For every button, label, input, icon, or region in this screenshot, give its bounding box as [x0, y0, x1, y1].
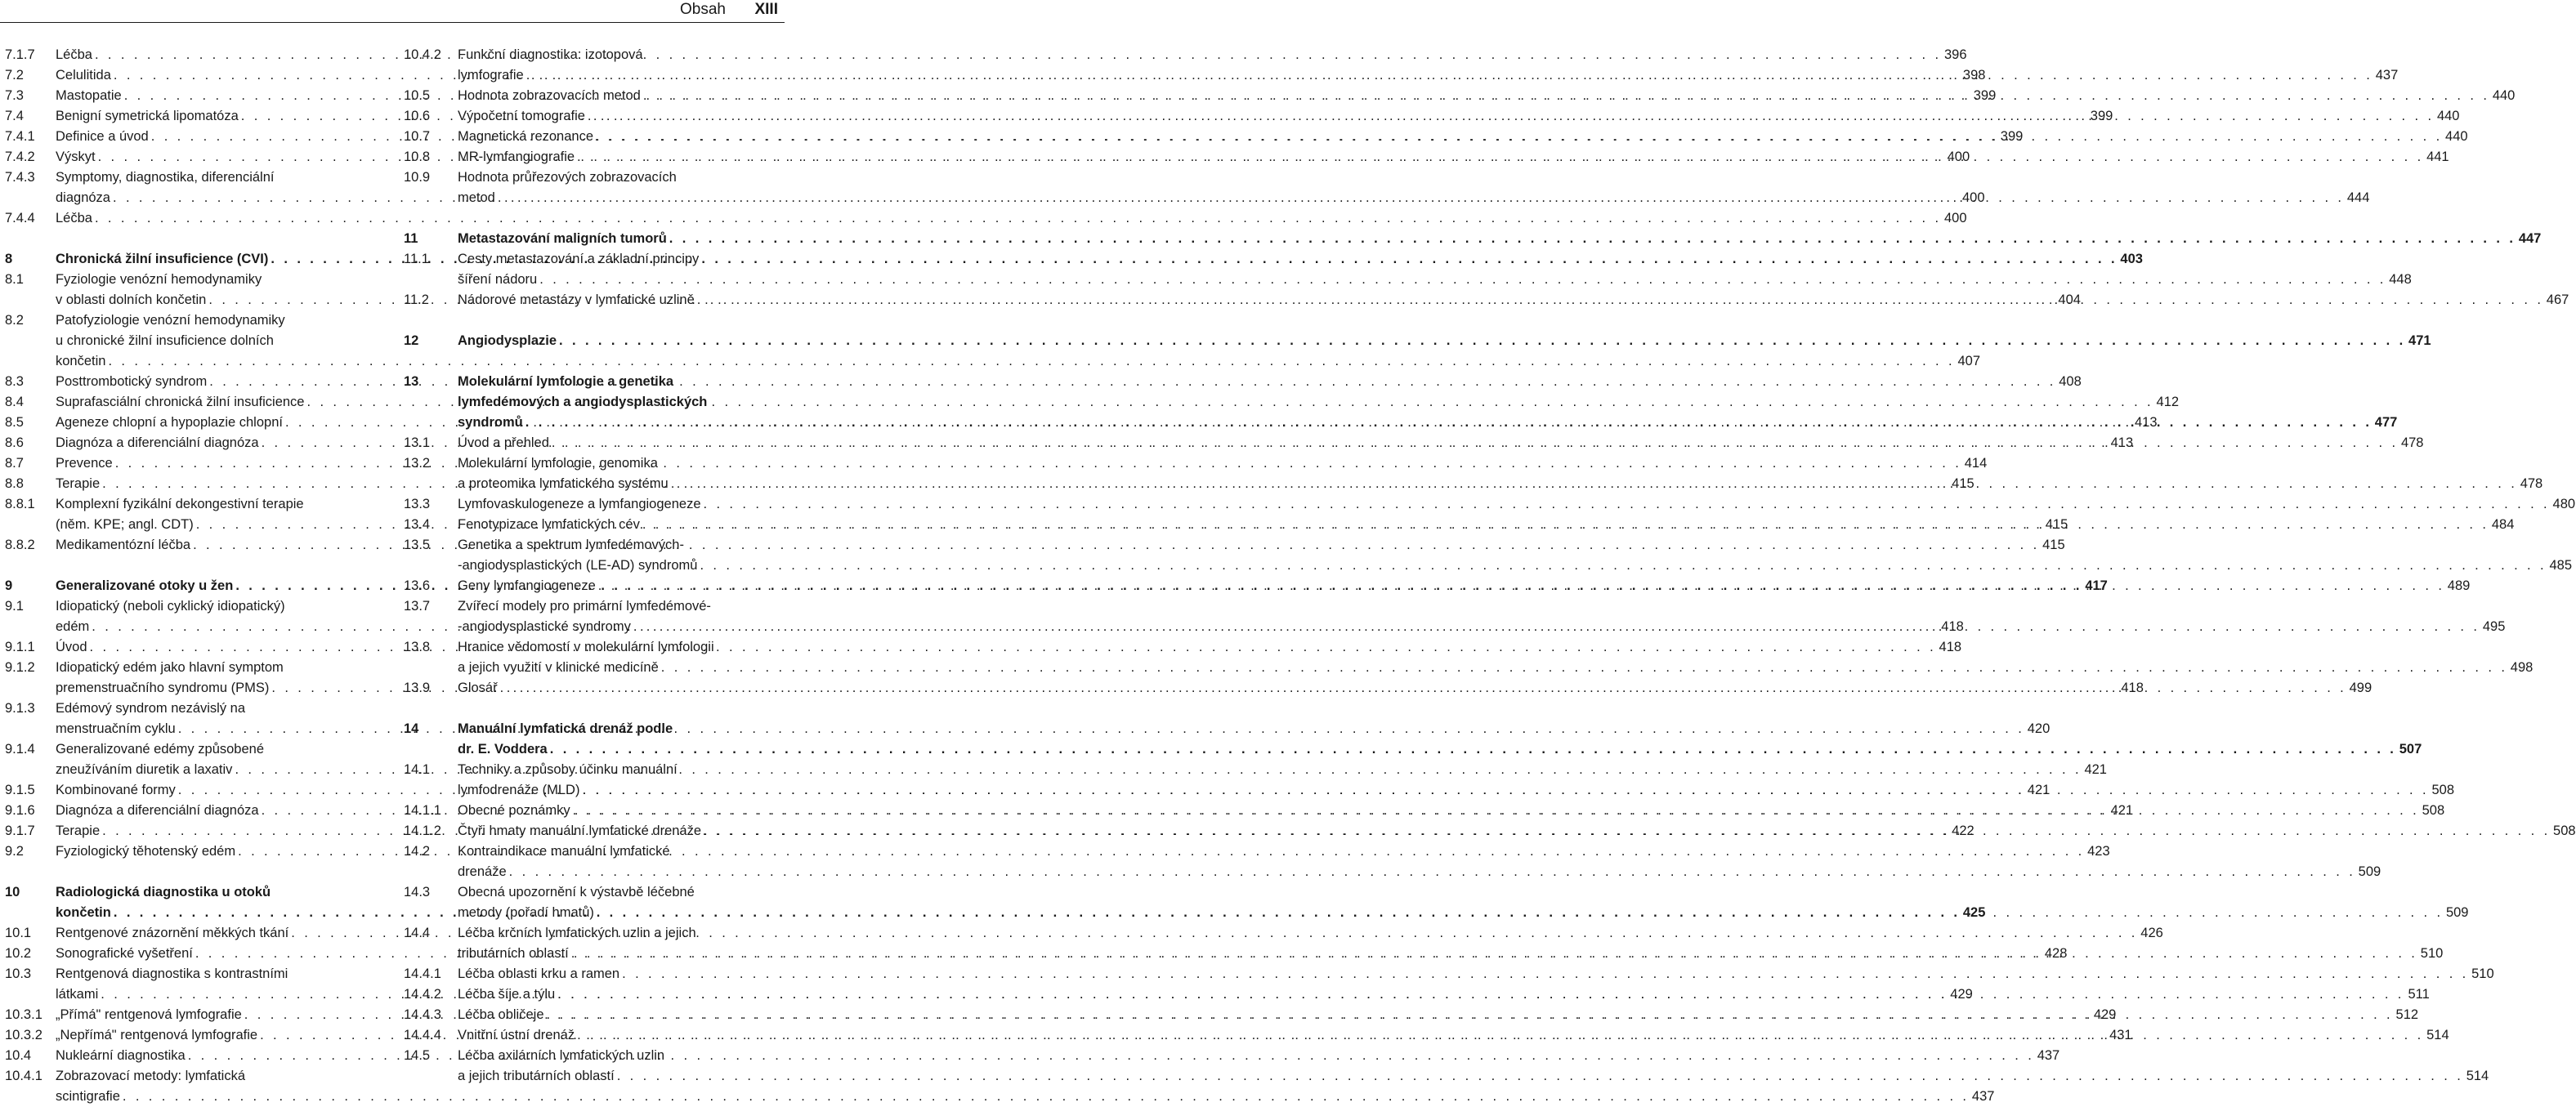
- toc-entry-page-number: 478: [2400, 435, 2424, 450]
- toc-entry-title-line: -angiodysplastických (LE-AD) syndromů: [458, 558, 698, 573]
- toc-entry-number: 9.1.4: [5, 742, 35, 757]
- toc-entry-page-number: 418: [1941, 619, 1964, 634]
- toc-entry-number: 14.1.2: [404, 824, 441, 838]
- toc-entry-title-line: Patofyziologie venózní hemodynamiky: [56, 313, 285, 328]
- toc-entry-page-number: 444: [2346, 190, 2370, 205]
- toc-entry-title-line: Nukleární diagnostika: [56, 1048, 186, 1063]
- toc-entry-number: 11.2: [404, 292, 429, 307]
- toc-entry-leader-line: [458, 556, 2572, 576]
- toc-entry-title-line: Angiodysplazie: [458, 333, 557, 348]
- toc-entry-title-line: Léčba: [56, 211, 92, 225]
- toc-entry-body: [458, 964, 2494, 984]
- toc-entry-title-line: Molekulární lymfologie a genetika: [458, 374, 674, 389]
- toc-entry-page-number: 508: [2431, 783, 2455, 797]
- toc-entry-number: 10.3: [5, 966, 32, 981]
- toc-entry-number: 9: [5, 578, 13, 593]
- toc-entry-page-number: 477: [2374, 415, 2398, 430]
- dot-leader: [108, 351, 1955, 372]
- toc-entry-title-line: Radiologická diagnostika u otoků: [56, 885, 271, 899]
- dot-leader: [588, 106, 2435, 127]
- toc-entry-title-line: (něm. KPE; angl. CDT): [56, 517, 194, 532]
- toc-entry-title-line: Diagnóza a diferenciální diagnóza: [56, 435, 259, 450]
- toc-entry-title-line: končetin: [56, 905, 111, 920]
- dot-leader: [571, 944, 2418, 964]
- toc-entry-body: [458, 494, 2576, 515]
- toc-entry-title-line: Fyziologie venózní hemodynamiky: [56, 272, 262, 287]
- toc-entry-page-number: 467: [2546, 292, 2569, 307]
- toc-entry-number: 13.3: [404, 497, 431, 511]
- toc-entry-page-number: 484: [2491, 517, 2515, 532]
- dot-leader: [90, 637, 1937, 658]
- toc-entry-title-line: a jejich využití v klinické medicíně: [458, 660, 659, 675]
- toc-entry-title-line: Idiopatický edém jako hlavní symptom: [56, 660, 284, 675]
- toc-entry-number: 13.6: [404, 578, 431, 593]
- dot-leader: [539, 270, 2386, 290]
- toc-entry-page-number: 425: [1962, 905, 1986, 920]
- toc-entry-number: 10.1: [5, 926, 32, 940]
- toc-entry-title-line: Rentgenové znázornění měkkých tkání: [56, 926, 289, 940]
- toc-entry-title-line: dr. E. Voddera: [458, 742, 548, 757]
- toc-entry-page-number: 440: [2445, 129, 2468, 144]
- toc-entry-body: [56, 208, 1967, 229]
- toc-entry-title-line: Sonografické vyšetření: [56, 946, 193, 961]
- toc-entry-title-line: Fenotypizace lymfatických cév: [458, 517, 640, 532]
- toc-entry-page-number: 495: [2482, 619, 2506, 634]
- toc-entry-number: 14.4.3: [404, 1007, 441, 1022]
- toc-entry-number: 8.2: [5, 313, 24, 328]
- toc-entry-page-number: 440: [2436, 109, 2460, 123]
- toc-entry-title-line: menstruačním cyklu: [56, 721, 176, 736]
- toc-entry-number: 9.1: [5, 599, 24, 614]
- toc-entry-number: 10.6: [404, 109, 431, 123]
- toc-entry-title-line: látkami: [56, 987, 99, 1002]
- toc-entry-title-line: syndromů: [458, 415, 523, 430]
- toc-entry-title-line: Chronická žilní insuficience (CVI): [56, 252, 269, 266]
- dot-leader: [559, 331, 2406, 351]
- toc-entry-number: 13.8: [404, 640, 431, 654]
- dot-leader: [617, 1066, 2464, 1087]
- toc-entry-number: 8.4: [5, 395, 24, 409]
- toc-entry-number: 13: [404, 374, 419, 389]
- toc-entry-page-number: 422: [1952, 824, 1974, 838]
- dot-leader: [704, 821, 2551, 841]
- toc-entry-title-line: Výpočetní tomografie: [458, 109, 585, 123]
- toc-entry-number: 10.5: [404, 88, 431, 103]
- toc-entry-title-line: Idiopatický (neboli cyklický idiopatický): [56, 599, 285, 614]
- toc-entry-leader-line: [56, 351, 1981, 372]
- toc-entry-title-line: lymfodrenáže (MLD): [458, 783, 580, 797]
- toc-entry-page-number: 399: [1973, 88, 1997, 103]
- toc-entry-page-number: 507: [2399, 742, 2422, 757]
- toc-entry-title-line: Generalizované edémy způsobené: [56, 742, 265, 757]
- toc-entry-page-number: 428: [2044, 946, 2068, 961]
- toc-entry-title-line: Generalizované otoky u žen: [56, 578, 234, 593]
- dot-leader: [498, 188, 2345, 208]
- dot-leader: [557, 984, 2404, 1005]
- toc-entry-title-line: tributárních oblastí: [458, 946, 569, 961]
- toc-entry-page-number: 508: [2553, 824, 2576, 838]
- toc-entry-number: 9.1.5: [5, 783, 35, 797]
- toc-entry-number: 13.2: [404, 456, 431, 471]
- dot-leader: [596, 127, 2443, 147]
- toc-entry-title-line: „Nepřímá" rentgenová lymfografie: [56, 1028, 258, 1042]
- toc-entry-number: 7.1.7: [5, 47, 35, 62]
- toc-entry-title-line: Terapie: [56, 824, 101, 838]
- toc-entry-page-number: 400: [1943, 211, 1967, 225]
- dot-leader: [577, 1025, 2424, 1046]
- toc-entry-number: 9.1.7: [5, 824, 35, 838]
- toc-entry-number: 7.4.4: [5, 211, 35, 225]
- toc-entry-title-line: Léčba krčních lymfatických uzlin a jejich: [458, 926, 696, 940]
- dot-leader: [577, 147, 2424, 167]
- dot-leader: [704, 494, 2551, 515]
- toc-entry-page-number: 399: [2000, 129, 2024, 144]
- toc-entry-title-line: Techniky a způsoby účinku manuální: [458, 762, 678, 777]
- dot-leader: [509, 862, 2356, 882]
- toc-entry-leader-line: [458, 494, 2576, 515]
- toc-entry-number: 13.4: [404, 517, 431, 532]
- dot-leader: [95, 208, 1942, 229]
- dot-leader: [700, 556, 2547, 576]
- toc-entry-number: 11: [404, 231, 418, 246]
- toc-entry-title-line: lymfografie: [458, 68, 524, 83]
- toc-entry-page-number: 511: [2408, 987, 2430, 1002]
- toc-entry-title-line: Prevence: [56, 456, 113, 471]
- toc-entry-number: 7.4.1: [5, 129, 35, 144]
- toc-entry-title-line: metod: [458, 190, 495, 205]
- dot-leader: [123, 1087, 1970, 1107]
- toc-entry-title-line: „Přímá" rentgenová lymfografie: [56, 1007, 242, 1022]
- dot-leader: [642, 515, 2489, 535]
- toc-entry-number: 9.2: [5, 844, 24, 859]
- dot-leader: [671, 474, 2518, 494]
- toc-entry-page-number: 437: [2375, 68, 2399, 83]
- toc-entry-page-number: 429: [2093, 1007, 2117, 1022]
- toc-entry-number: 10.3.1: [5, 1007, 42, 1022]
- toc-entry-title-line: Úvod: [56, 640, 87, 654]
- toc-entry-page-number: 396: [1943, 47, 1967, 62]
- toc-entry-title-line: Zobrazovací metody: lymfatická: [56, 1069, 245, 1083]
- toc-entry-leader-line: [458, 229, 2542, 249]
- toc-entry-page-number: 413: [2110, 435, 2134, 450]
- toc-entry-number: 14.4: [404, 926, 431, 940]
- toc-entry: [404, 494, 2576, 515]
- toc-entry-page-number: 413: [2134, 415, 2158, 430]
- toc-entry-number: 12: [404, 333, 419, 348]
- toc-entry-title-line: drenáže: [458, 864, 507, 879]
- toc-entry-title-line: Obecná upozornění k výstavbě léčebné: [458, 885, 695, 899]
- toc-entry: [404, 331, 2431, 351]
- toc-entry-leader-line: [458, 1066, 2489, 1087]
- toc-entry-leader-line: [458, 862, 2381, 882]
- toc-entry-title-line: premenstruačního syndromu (PMS): [56, 681, 270, 695]
- toc-entry-page-number: 417: [2085, 578, 2108, 593]
- toc-entry-title-line: Hranice vědomostí v molekulární lymfologii: [458, 640, 714, 654]
- toc-entry-page-number: 421: [2084, 762, 2107, 777]
- toc-entry-page-number: 412: [2156, 395, 2180, 409]
- toc-entry-number: 10.9: [404, 170, 431, 185]
- toc-entry-page-number: 426: [2140, 926, 2163, 940]
- toc-entry-title-line: Lymfovaskulogeneze a lymfangiogeneze: [458, 497, 701, 511]
- toc-entry-number: 9.1.3: [5, 701, 35, 716]
- toc-entry-number: 11.1: [404, 252, 429, 266]
- toc-entry-number: 13.9: [404, 681, 431, 695]
- toc-entry-page-number: 448: [2389, 272, 2412, 287]
- toc-entry-title-line: Léčba šíje a týlu: [458, 987, 556, 1002]
- dot-leader: [573, 801, 2420, 821]
- toc-entry-title-line: Terapie: [56, 476, 101, 491]
- toc-entry-page-number: 418: [1939, 640, 1962, 654]
- toc-entry-title-line: diagnóza: [56, 190, 110, 205]
- toc-entry-title-line: Zvířecí modely pro primární lymfedémové-: [458, 599, 711, 614]
- toc-entry-title-line: MR-lymfangiografie: [458, 150, 575, 164]
- toc-entry-page-number: 447: [2518, 231, 2542, 246]
- toc-entry-page-number: 423: [2087, 844, 2110, 859]
- toc-entry-title-line: Léčba oblasti krku a ramen: [458, 966, 620, 981]
- toc-entry-title-line: Léčba obličeje: [458, 1007, 544, 1022]
- toc-entry-title-line: Celulitida: [56, 68, 111, 83]
- toc-entry-number: 8.8: [5, 476, 24, 491]
- toc-entry-page-number: 404: [2058, 292, 2081, 307]
- toc-entry-title-line: Mastopatie: [56, 88, 122, 103]
- toc-entry-title-line: v oblasti dolních končetin: [56, 292, 207, 307]
- toc-entry-number: 14: [404, 721, 419, 736]
- toc-entry-page-number: 400: [1947, 150, 1970, 164]
- toc-entry-number: 10.3.2: [5, 1028, 42, 1042]
- toc-entry-number: 8.6: [5, 435, 24, 450]
- toc-entry-title-line: -angiodysplastické syndromy: [458, 619, 631, 634]
- toc-entry-number: 8.3: [5, 374, 24, 389]
- toc-entry-number: 14.4.4: [404, 1028, 441, 1042]
- dot-leader: [550, 739, 2397, 760]
- toc-entry-number: 9.1.1: [5, 640, 35, 654]
- toc-entry: [404, 229, 2542, 249]
- toc-entry-page-number: 514: [2426, 1028, 2449, 1042]
- toc-entry-leader-line: [458, 739, 2422, 760]
- toc-entry-title-line: Medikamentózní léčba: [56, 538, 191, 552]
- toc-entry-page-number: 408: [2059, 374, 2082, 389]
- toc-entry-number: 9.1.2: [5, 660, 35, 675]
- toc-entry-body: [458, 331, 2431, 351]
- toc-entry-number: 7.4.3: [5, 170, 35, 185]
- toc-entry-page-number: 399: [2090, 109, 2113, 123]
- toc-entry-number: 14.4.1: [404, 966, 441, 981]
- toc-entry-title-line: Kombinované formy: [56, 783, 176, 797]
- toc-entry-title-line: Ageneze chlopní a hypoplazie chlopní: [56, 415, 283, 430]
- dot-leader: [633, 617, 2480, 637]
- dot-leader: [552, 433, 2399, 453]
- dot-leader: [643, 86, 2490, 106]
- dot-leader: [697, 290, 2544, 310]
- toc-entry-page-number: 498: [2510, 660, 2534, 675]
- toc-entry-title-line: Diagnóza a diferenciální diagnóza: [56, 803, 259, 818]
- header-title: Obsah: [680, 1, 726, 18]
- dot-leader: [598, 576, 2445, 596]
- dot-leader: [669, 229, 2516, 249]
- toc-entry-title-line: Molekulární lymfologie, genomika: [458, 456, 658, 471]
- toc-entry-page-number: 478: [2520, 476, 2543, 491]
- toc-entry-title-line: metody (pořadí hmatů): [458, 905, 594, 920]
- toc-entry-title-line: a jejich tributárních oblastí: [458, 1069, 615, 1083]
- toc-entry-number: 10.8: [404, 150, 431, 164]
- toc-entry-page-number: 431: [2109, 1028, 2132, 1042]
- toc-entry-number: 7.3: [5, 88, 24, 103]
- header-rule: [0, 22, 785, 23]
- toc-entry-number: 14.5: [404, 1048, 431, 1063]
- dot-leader: [597, 903, 2444, 923]
- toc-entry-title-line: Rentgenová diagnostika s kontrastními: [56, 966, 288, 981]
- toc-entry-page-number: 510: [2420, 946, 2444, 961]
- toc-entry-title-line: Benigní symetrická lipomatóza: [56, 109, 239, 123]
- dot-leader: [115, 453, 1962, 474]
- toc-entry-page-number: 415: [2045, 517, 2068, 532]
- page-header: [0, 0, 785, 23]
- toc-entry-title-line: scintigrafie: [56, 1089, 120, 1104]
- toc-entry-page-number: 421: [2027, 783, 2051, 797]
- toc-entry-title-line: Komplexní fyzikální dekongestivní terapie: [56, 497, 304, 511]
- toc-entry-title-line: Čtyři hmaty manuální lymfatické drenáže: [458, 824, 702, 838]
- toc-entry-title-line: a proteomika lymfatického systému: [458, 476, 669, 491]
- toc-entry: [5, 208, 1967, 229]
- toc-entry-title-line: Výskyt: [56, 150, 96, 164]
- toc-entry-number: 10.4.2: [404, 47, 441, 62]
- toc-entry-page-number: 437: [2037, 1048, 2060, 1063]
- toc-entry-number: 14.1.1: [404, 803, 441, 818]
- toc-entry-title-line: Magnetická rezonance: [458, 129, 594, 144]
- toc-entry-number: 10.2: [5, 946, 32, 961]
- toc-entry-title-line: Symptomy, diagnostika, diferenciální: [56, 170, 275, 185]
- dot-leader: [622, 964, 2469, 984]
- toc-entry-page-number: 489: [2447, 578, 2471, 593]
- toc-entry-page-number: 418: [2121, 681, 2144, 695]
- toc-entry-number: 13.1: [404, 435, 431, 450]
- toc-entry-page-number: 510: [2471, 966, 2494, 981]
- toc-entry-number: 13.7: [404, 599, 431, 614]
- toc-entry-page-number: 509: [2445, 905, 2469, 920]
- toc-entry-page-number: 441: [2426, 150, 2449, 164]
- toc-entry-title-line: Edémový syndrom nezávislý na: [56, 701, 246, 716]
- toc-entry-page-number: 499: [2349, 681, 2373, 695]
- toc-entry-page-number: 420: [2027, 721, 2051, 736]
- toc-entry-page-number: 508: [2422, 803, 2445, 818]
- toc-entry-leader-line: [56, 1087, 1995, 1107]
- toc-entry-number: 10: [5, 885, 20, 899]
- toc-entry-page-number: 480: [2552, 497, 2576, 511]
- toc-entry-title-line: zneužíváním diuretik a laxativ: [56, 762, 233, 777]
- dot-leader: [582, 780, 2429, 801]
- toc-entry-number: 14.1: [404, 762, 431, 777]
- toc-entry-title-line: šíření nádoru: [458, 272, 538, 287]
- toc-entry-title-line: Nádorové metastázy v lymfatické uzlině: [458, 292, 695, 307]
- toc-entry-body: [458, 229, 2542, 249]
- toc-entry-title-line: lymfedémových a angiodysplastických: [458, 395, 708, 409]
- toc-entry-number: 14.3: [404, 885, 431, 899]
- toc-entry-number: 8.7: [5, 456, 24, 471]
- toc-entry-number: 8.8.2: [5, 538, 35, 552]
- toc-entry-page-number: 471: [2408, 333, 2431, 348]
- toc-entry-title-line: Posttrombotický syndrom: [56, 374, 208, 389]
- toc-entry-leader-line: [458, 270, 2412, 290]
- toc-entry-number: 8.5: [5, 415, 24, 430]
- toc-entry-number: 8.8.1: [5, 497, 35, 511]
- toc-entry-page-number: 415: [2042, 538, 2065, 552]
- toc-entry-leader-line: [56, 208, 1967, 229]
- toc-entry-page-number: 485: [2549, 558, 2572, 573]
- toc-entry-title-line: Hodnota zobrazovacích metod: [458, 88, 641, 103]
- toc-entry-title-line: Obecné poznámky: [458, 803, 570, 818]
- toc-entry-page-number: 429: [1950, 987, 1973, 1002]
- toc-entry-number: 14.2: [404, 844, 431, 859]
- toc-entry-title-line: Genetika a spektrum lymfedémových-: [458, 538, 684, 552]
- dot-leader: [547, 1005, 2394, 1025]
- toc-entry-number: 9.1.6: [5, 803, 35, 818]
- dot-leader: [500, 678, 2347, 699]
- toc-entry-page-number: 421: [2110, 803, 2134, 818]
- header-page-number: XIII: [754, 1, 778, 18]
- toc-entry-page-number: 437: [1971, 1089, 1995, 1104]
- toc-entry-page-number: 509: [2358, 864, 2381, 879]
- toc-entry-number: 10.4: [5, 1048, 32, 1063]
- toc-entry-title-line: Úvod a přehled: [458, 435, 549, 450]
- toc-entry-title-line: edém: [56, 619, 90, 634]
- toc-entry-page-number: 398: [1962, 68, 1986, 83]
- toc-entry-title-line: Suprafasciální chronická žilní insuficience: [56, 395, 305, 409]
- toc-entry-page-number: 440: [2492, 88, 2516, 103]
- toc-entry-page-number: 514: [2466, 1069, 2489, 1083]
- toc-entry-number: 7.4: [5, 109, 24, 123]
- toc-entry-number: 14.4.2: [404, 987, 441, 1002]
- toc-entry-number: 10.4.1: [5, 1069, 42, 1083]
- toc-entry-title-line: Vnitřní ústní drenáž: [458, 1028, 575, 1042]
- toc-entry-title-line: Léčba: [56, 47, 92, 62]
- toc-entry-number: 8.1: [5, 272, 24, 287]
- toc-entry-number: 10.7: [404, 129, 431, 144]
- toc-entry: [404, 964, 2494, 984]
- toc-entry-title-line: Fyziologický těhotenský edém: [56, 844, 236, 859]
- toc-entry-page-number: 512: [2395, 1007, 2419, 1022]
- toc-entry-title-line: u chronické žilní insuficience dolních: [56, 333, 274, 348]
- toc-entry-title-line: Metastazování maligních tumorů: [458, 231, 667, 246]
- toc-entry-title-line: Funkční diagnostika: izotopová: [458, 47, 643, 62]
- toc-entry-title-line: Kontraindikace manuální lymfatické: [458, 844, 670, 859]
- toc-entry-number: 13.5: [404, 538, 431, 552]
- dot-leader: [526, 65, 2373, 86]
- toc-entry-page-number: 407: [1957, 354, 1981, 368]
- toc-entry-title-line: Léčba axilárních lymfatických uzlin: [458, 1048, 665, 1063]
- dot-leader: [95, 45, 1942, 65]
- toc-entry-page-number: 414: [1964, 456, 1988, 471]
- toc-entry-page-number: 403: [2120, 252, 2143, 266]
- toc-entry-title-line: Cesty metastazování a základní principy: [458, 252, 700, 266]
- toc-entry-number: 7.4.2: [5, 150, 35, 164]
- toc-entry-title-line: Hodnota průřezových zobrazovacích: [458, 170, 677, 185]
- toc-entry-leader-line: [458, 964, 2494, 984]
- toc-entry-title-line: Glosář: [458, 681, 498, 695]
- toc-entry-leader-line: [458, 331, 2431, 351]
- toc-entry-number: 8: [5, 252, 13, 266]
- toc-entry-page-number: 400: [1962, 190, 1985, 205]
- toc-entry-title-line: Geny lymfangiogeneze: [458, 578, 596, 593]
- toc-entry-leader-line: [458, 658, 2534, 678]
- toc-entry-title-line: Definice a úvod: [56, 129, 149, 144]
- dot-leader: [661, 658, 2508, 678]
- toc-entry-title-line: končetin: [56, 354, 106, 368]
- toc-entry-number: 7.2: [5, 68, 24, 83]
- dot-leader: [525, 413, 2373, 433]
- toc-entry-title-line: Manuální lymfatická drenáž podle: [458, 721, 673, 736]
- toc-entry-page-number: 415: [1952, 476, 1974, 491]
